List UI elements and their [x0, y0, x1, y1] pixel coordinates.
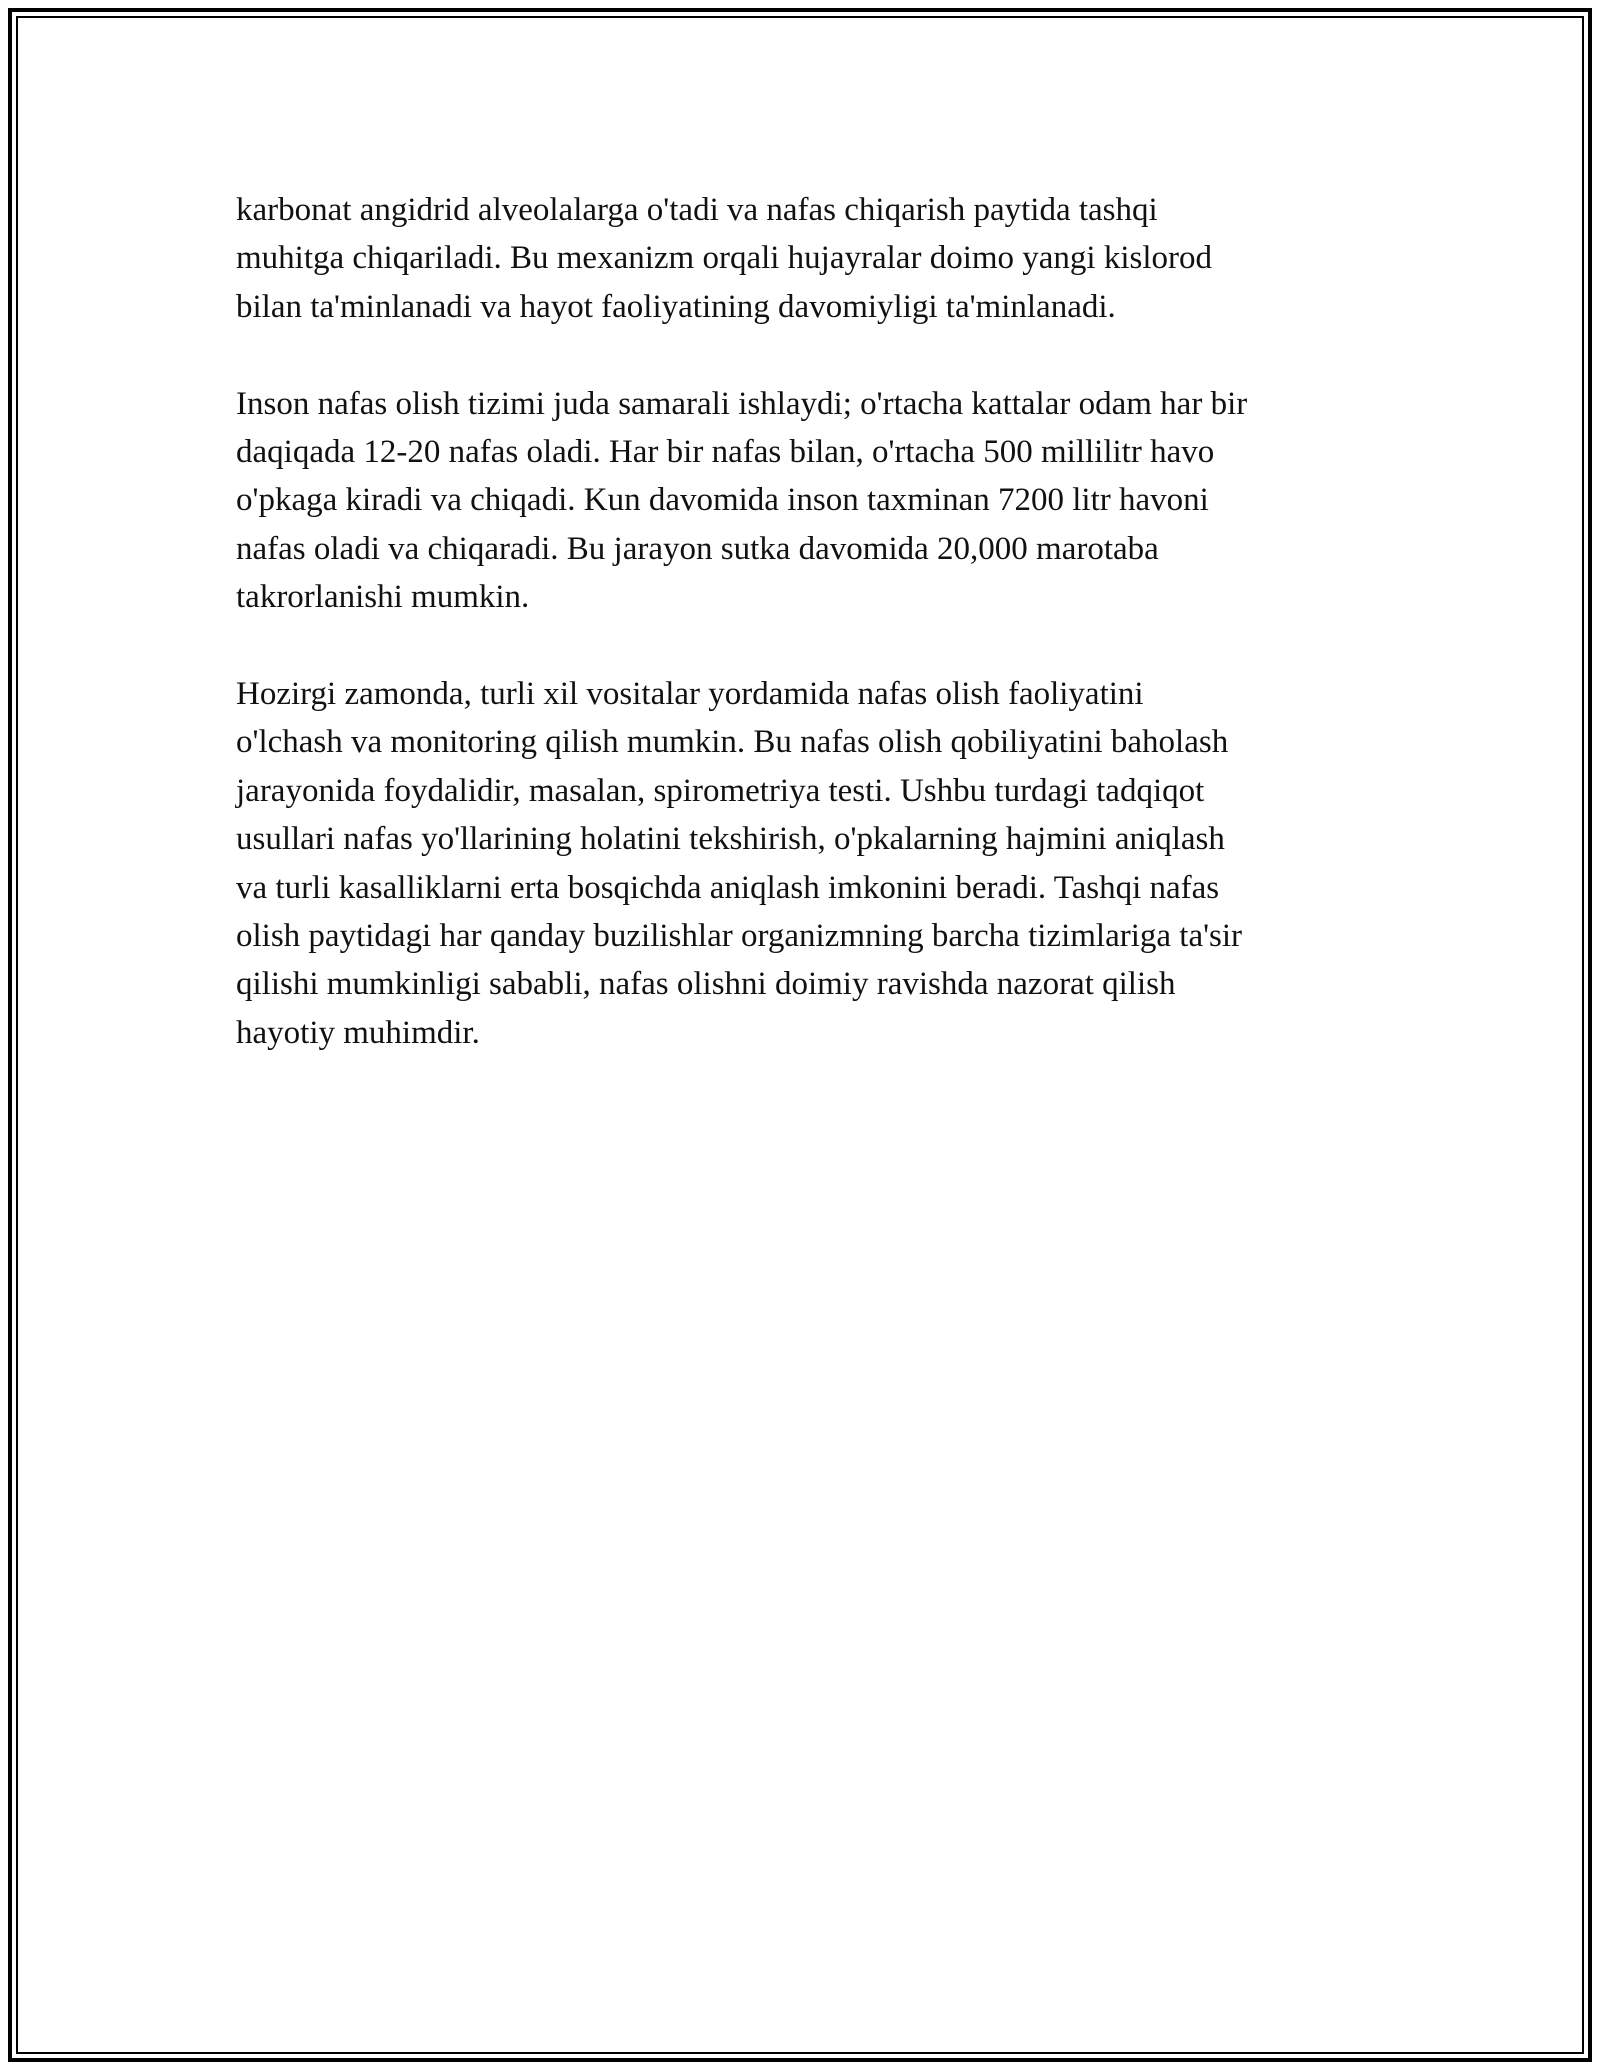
document-body [236, 186, 1366, 1106]
paragraph-2: Inson nafas olish tizimi juda samarali ishlaydi; o'rtacha kattalar odam har bir daqiqada 12-20 nafas oladi. Har bir nafas bilan, o'rtacha 500 millilitr havo o'pkaga kiradi va chiqadi. Kun davomida inson taxminan 7200 litr havoni nafas oladi va chiqaradi. Bu jarayon sutka davomida 20,000 marotaba takrorlanishi mumkin. [236, 385, 1248, 616]
paragraph-3: Hozirgi zamonda, turli xil vositalar yordamida nafas olish faoliyatini o'lchash va monitoring qilish mumkin. Bu nafas olish qobiliyatini baholash jarayonida foydalidir, masalan, spirometriya testi. Ushbu turdagi tadqiqot usullari nafas yo'llarining holatini tekshirish, o'pkalarning hajmini aniqlash va turli kasalliklarni erta bosqichda aniqlash imkonini beradi. Tashqi nafas olish paytidagi har qanday buzilishlar organizmning barcha tizimlariga ta'sir qilishi mumkinligi sababli, nafas olishni doimiy ravishda nazorat qilish hayotiy muhimdir. [236, 676, 1243, 1051]
paragraph-1: karbonat angidrid alveolalarga o'tadi va nafas chiqarish paytida tashqi muhitga chiqariladi. Bu mexanizm orqali hujayralar doimo yangi kislorod bilan ta'minlanadi va hayot faoliyatining davomiyligi ta'minlanadi. [236, 192, 1213, 325]
